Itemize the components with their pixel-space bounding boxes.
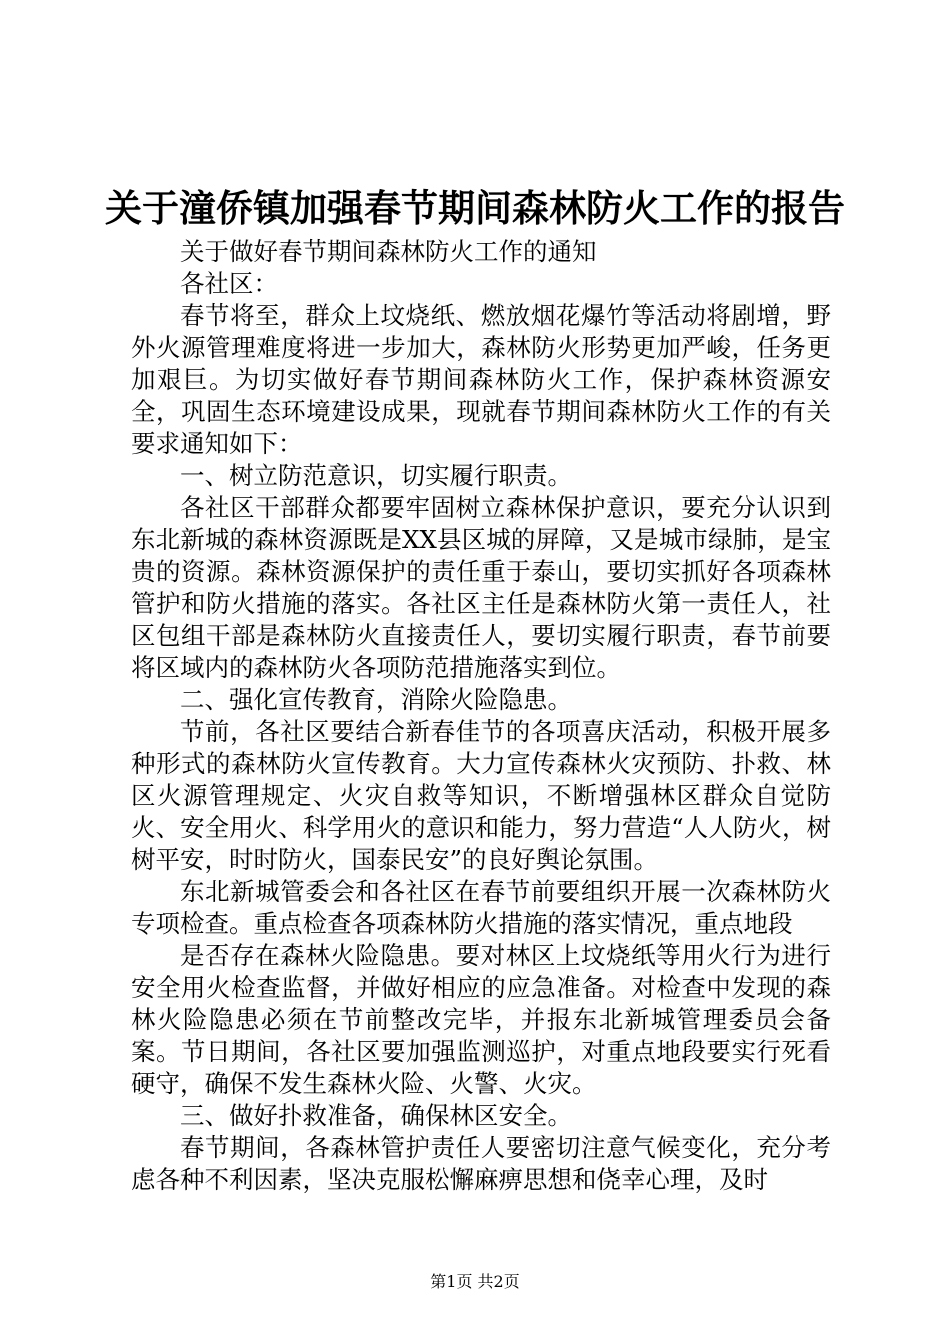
section-heading-3: 三、做好扑救准备，确保林区安全。 (180, 1101, 572, 1130)
section-heading-1: 一、树立防范意识，切实履行职责。 (180, 461, 572, 490)
document-body (131, 236, 831, 1196)
body-paragraph: 东北新城管委会和各社区在春节前要组织开展一次森林防火专项检查。重点检查各项森林防火措施的落实情况，重点地段 (131, 877, 831, 938)
salutation: 各社区： (180, 269, 278, 298)
page-footer: 第1页 共2页 (430, 1272, 520, 1291)
body-paragraph: 是否存在森林火险隐患。要对林区上坟烧纸等用火行为进行安全用火检查监督，并做好相应的应急准备。对检查中发现的森林火险隐患必须在节前整改完毕，并报东北新城管理委员会备案。节日期间，各社区要加强监测巡护，对重点地段要实行死看硬守，确保不发生森林火险、火警、火灾。 (131, 941, 831, 1098)
notice-heading: 关于做好春节期间森林防火工作的通知 (180, 237, 597, 266)
body-paragraph: 春节将至，群众上坟烧纸、燃放烟花爆竹等活动将剧增，野外火源管理难度将进一步加大，森林防火形势更加严峻，任务更加艰巨。为切实做好春节期间森林防火工作，保护森林资源安全，巩固生态环境建设成果，现就春节期间森林防火工作的有关要求通知如下： (131, 301, 831, 458)
document-title: 关于潼侨镇加强春节期间森林防火工作的报告 (105, 186, 845, 230)
body-paragraph: 节前，各社区要结合新春佳节的各项喜庆活动，积极开展多种形式的森林防火宣传教育。大力宣传森林火灾预防、扑救、林区火源管理规定、火灾自救等知识，不断增强林区群众自觉防火、安全用火、科学用火的意识和能力，努力营造“人人防火，树树平安，时时防火，国泰民安”的良好舆论氛围。 (131, 717, 831, 874)
body-paragraph: 各社区干部群众都要牢固树立森林保护意识，要充分认识到东北新城的森林资源既是XX县区城的屏障，又是城市绿肺，是宝贵的资源。森林资源保护的责任重于泰山，要切实抓好各项森林管护和防火措施的落实。各社区主任是森林防火第一责任人，社区包组干部是森林防火直接责任人，要切实履行职责，春节前要将区域内的森林防火各项防范措施落实到位。 (131, 493, 831, 682)
body-paragraph: 春节期间，各森林管护责任人要密切注意气候变化，充分考虑各种不利因素，坚决克服松懈麻痹思想和侥幸心理，及时 (131, 1133, 831, 1194)
section-heading-2: 二、强化宣传教育，消除火险隐患。 (180, 685, 572, 714)
